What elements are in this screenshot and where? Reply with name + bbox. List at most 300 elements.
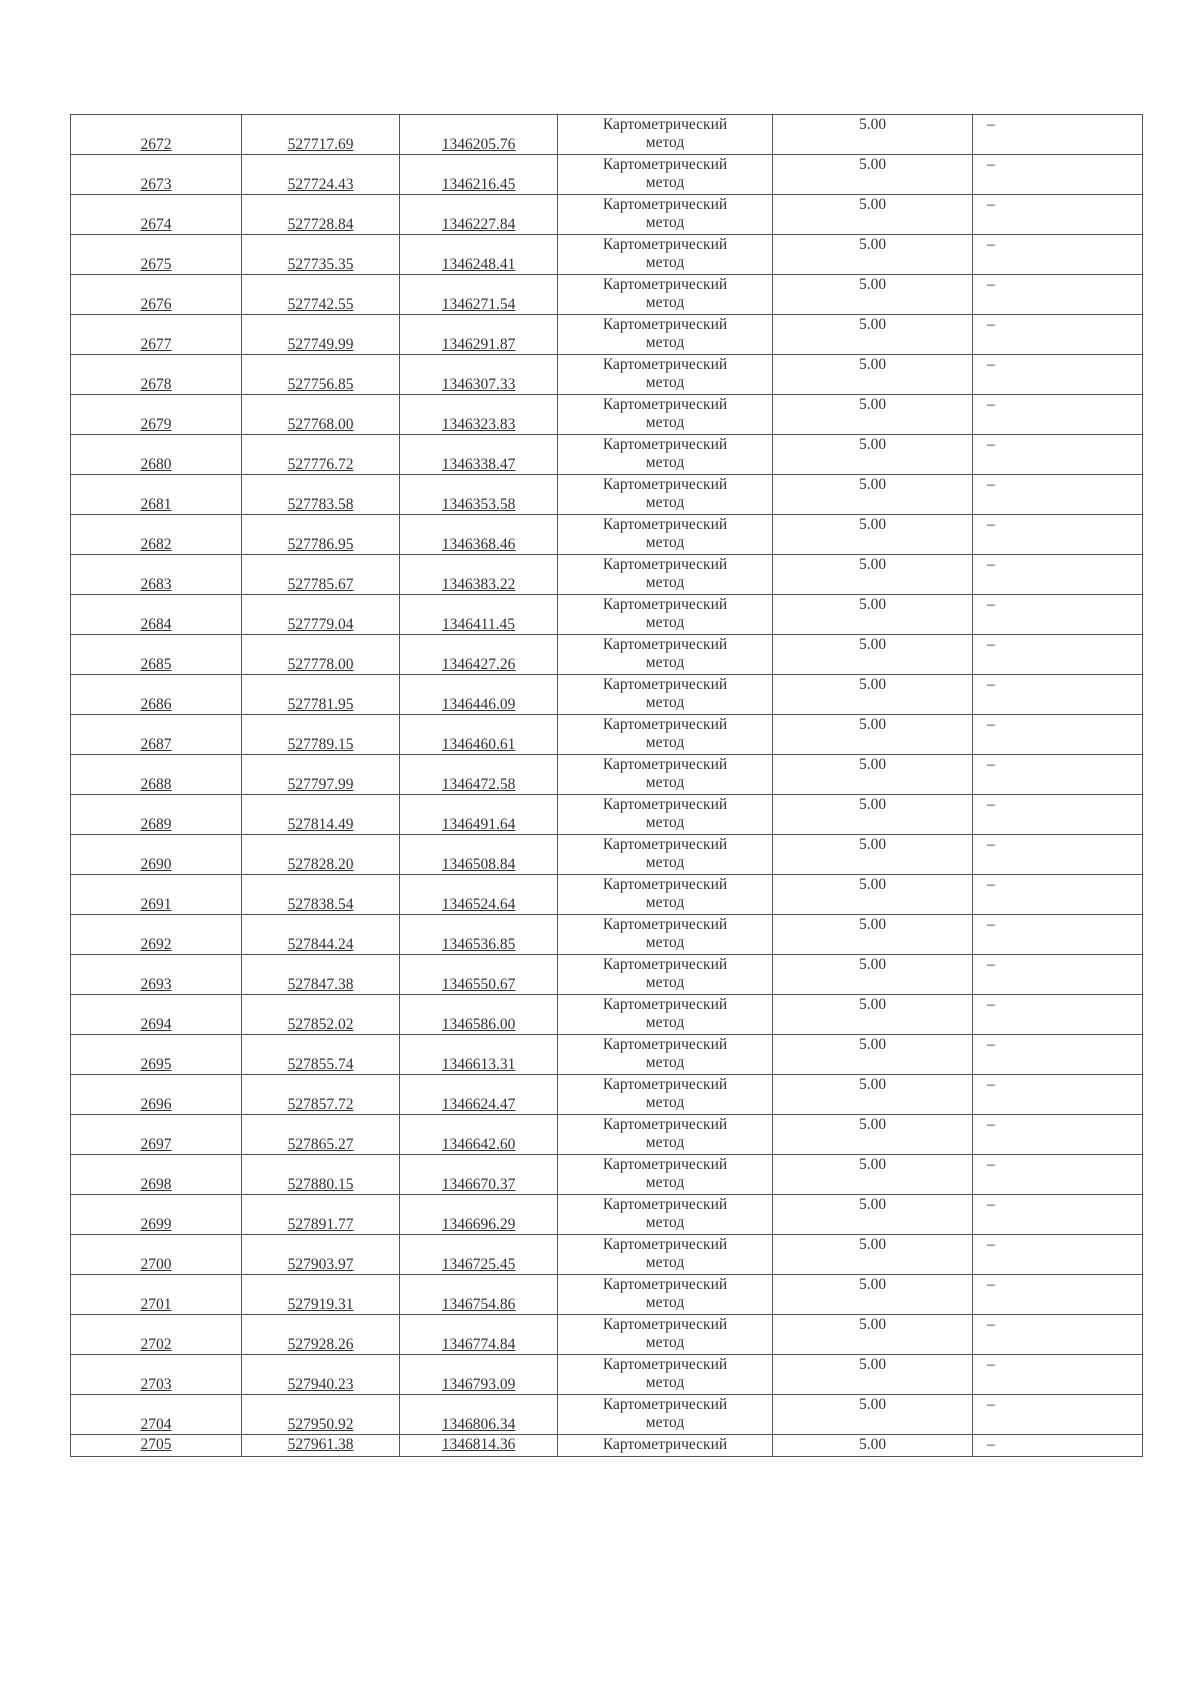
note-dash: – (987, 1276, 995, 1293)
accuracy-value: 5.00 (858, 676, 887, 693)
y-coordinate: 1346491.64 (441, 816, 516, 833)
table-row (71, 315, 1143, 355)
table-row (71, 1115, 1143, 1155)
method-line-1: Картометрический (602, 756, 728, 773)
method-text (558, 155, 772, 192)
note-dash: – (987, 876, 995, 893)
table-row (71, 755, 1143, 795)
accuracy-value: 5.00 (858, 1076, 887, 1093)
x-cell (242, 515, 400, 555)
accuracy-cell (773, 1035, 973, 1075)
accuracy-value: 5.00 (858, 876, 887, 893)
table-row (71, 1155, 1143, 1195)
note-dash: – (987, 1396, 995, 1413)
x-coordinate: 527855.74 (287, 1056, 354, 1073)
note-cell (973, 915, 1143, 955)
point-cell (71, 1435, 242, 1457)
method-text (558, 595, 772, 632)
y-coordinate: 1346508.84 (441, 856, 516, 873)
method-line-2: метод (645, 814, 685, 831)
method-line-2: метод (645, 454, 685, 471)
y-coordinate: 1346353.58 (441, 496, 516, 513)
point-cell (71, 1075, 242, 1115)
y-coordinate: 1346427.26 (441, 656, 516, 673)
accuracy-cell (773, 1075, 973, 1115)
accuracy-value: 5.00 (858, 476, 887, 493)
method-cell (558, 315, 773, 355)
y-coordinate: 1346291.87 (441, 336, 516, 353)
note-cell (973, 675, 1143, 715)
method-text (558, 835, 772, 872)
x-cell (242, 635, 400, 675)
y-cell (400, 515, 558, 555)
method-text (558, 1075, 772, 1112)
table-row (71, 995, 1143, 1035)
method-line-1: Картометрический (602, 116, 728, 133)
x-cell (242, 435, 400, 475)
note-cell (973, 1035, 1143, 1075)
method-line-1: Картометрический (602, 596, 728, 613)
x-cell (242, 195, 400, 235)
accuracy-value: 5.00 (858, 796, 887, 813)
note-cell (973, 1435, 1143, 1457)
method-line-1: Картометрический (602, 196, 728, 213)
x-coordinate: 527928.26 (287, 1336, 354, 1353)
point-cell (71, 315, 242, 355)
y-coordinate: 1346338.47 (441, 456, 516, 473)
y-coordinate: 1346307.33 (441, 376, 516, 393)
note-cell (973, 755, 1143, 795)
method-line-2: метод (645, 1254, 685, 1271)
x-coordinate: 527828.20 (287, 856, 354, 873)
y-cell (400, 995, 558, 1035)
note-cell (973, 195, 1143, 235)
method-line-2: метод (645, 334, 685, 351)
x-coordinate: 527786.95 (287, 536, 354, 553)
accuracy-value: 5.00 (858, 356, 887, 373)
note-cell (973, 475, 1143, 515)
accuracy-cell (773, 1395, 973, 1435)
accuracy-cell (773, 755, 973, 795)
accuracy-cell (773, 915, 973, 955)
y-cell (400, 555, 558, 595)
method-line-1: Картометрический (602, 436, 728, 453)
method-text (558, 1395, 772, 1432)
x-cell (242, 875, 400, 915)
method-line-1: Картометрический (602, 1396, 728, 1413)
note-dash: – (987, 156, 995, 173)
accuracy-cell (773, 515, 973, 555)
table-row (71, 795, 1143, 835)
method-cell (558, 1435, 773, 1457)
method-cell (558, 355, 773, 395)
table-row (71, 1435, 1143, 1457)
accuracy-cell (773, 395, 973, 435)
method-line-2: метод (645, 654, 685, 671)
point-number: 2683 (140, 576, 172, 593)
point-number: 2684 (140, 616, 172, 633)
note-cell (973, 835, 1143, 875)
note-dash: – (987, 316, 995, 333)
point-cell (71, 1395, 242, 1435)
x-coordinate: 527847.38 (287, 976, 354, 993)
y-coordinate: 1346205.76 (441, 136, 516, 153)
note-cell (973, 275, 1143, 315)
y-cell (400, 275, 558, 315)
note-dash: – (987, 1156, 995, 1173)
method-line-2: метод (645, 494, 685, 511)
method-line-1: Картометрический (602, 1076, 728, 1093)
method-line-2: метод (645, 254, 685, 271)
point-cell (71, 435, 242, 475)
point-cell (71, 755, 242, 795)
y-cell (400, 1155, 558, 1195)
x-coordinate: 527814.49 (287, 816, 354, 833)
point-cell (71, 235, 242, 275)
method-line-1: Картометрический (602, 1036, 728, 1053)
method-line-1: Картометрический (602, 956, 728, 973)
x-cell (242, 315, 400, 355)
accuracy-value: 5.00 (858, 836, 887, 853)
note-dash: – (987, 1116, 995, 1133)
y-cell (400, 795, 558, 835)
method-text (558, 235, 772, 272)
method-text (558, 1155, 772, 1192)
x-coordinate: 527778.00 (287, 656, 354, 673)
method-cell (558, 675, 773, 715)
method-cell (558, 235, 773, 275)
method-line-2: метод (645, 1094, 685, 1111)
method-text (558, 915, 772, 952)
method-text (558, 715, 772, 752)
note-dash: – (987, 756, 995, 773)
method-line-2: метод (645, 1174, 685, 1191)
y-coordinate: 1346806.34 (441, 1416, 516, 1433)
method-line-2: метод (645, 694, 685, 711)
accuracy-value: 5.00 (858, 1276, 887, 1293)
method-cell (558, 1315, 773, 1355)
y-coordinate: 1346696.29 (441, 1216, 516, 1233)
y-cell (400, 315, 558, 355)
point-cell (71, 515, 242, 555)
y-coordinate: 1346524.64 (441, 896, 516, 913)
y-cell (400, 875, 558, 915)
method-text (558, 875, 772, 912)
method-text (558, 435, 772, 472)
table-row (71, 915, 1143, 955)
point-number: 2693 (140, 976, 172, 993)
point-cell (71, 795, 242, 835)
accuracy-cell (773, 195, 973, 235)
point-cell (71, 475, 242, 515)
point-number: 2672 (140, 136, 172, 153)
x-cell (242, 1035, 400, 1075)
accuracy-value: 5.00 (858, 276, 887, 293)
point-number: 2691 (140, 896, 172, 913)
accuracy-cell (773, 115, 973, 155)
table-row (71, 1355, 1143, 1395)
x-coordinate: 527852.02 (287, 1016, 354, 1033)
y-coordinate: 1346754.86 (441, 1296, 516, 1313)
y-coordinate: 1346613.31 (441, 1056, 516, 1073)
point-cell (71, 1275, 242, 1315)
point-cell (71, 1235, 242, 1275)
accuracy-cell (773, 835, 973, 875)
method-line-1: Картометрический (602, 236, 728, 253)
method-line-1: Картометрический (602, 1236, 728, 1253)
point-cell (71, 1115, 242, 1155)
method-text (558, 675, 772, 712)
note-cell (973, 955, 1143, 995)
note-cell (973, 395, 1143, 435)
accuracy-value: 5.00 (858, 996, 887, 1013)
method-line-2: метод (645, 1054, 685, 1071)
table-row (71, 1035, 1143, 1075)
y-cell (400, 915, 558, 955)
point-number: 2686 (140, 696, 172, 713)
accuracy-value: 5.00 (858, 1196, 887, 1213)
method-line-2: метод (645, 1014, 685, 1031)
table-row (71, 635, 1143, 675)
x-coordinate: 527783.58 (287, 496, 354, 513)
note-cell (973, 1235, 1143, 1275)
x-coordinate: 527728.84 (287, 216, 354, 233)
method-text (558, 1315, 772, 1352)
x-cell (242, 275, 400, 315)
method-line-1: Картометрический (602, 916, 728, 933)
point-number: 2698 (140, 1176, 172, 1193)
y-cell (400, 1235, 558, 1275)
note-dash: – (987, 1196, 995, 1213)
table-row (71, 1395, 1143, 1435)
y-cell (400, 1395, 558, 1435)
table-row (71, 1075, 1143, 1115)
method-line-1: Картометрический (602, 1156, 728, 1173)
x-coordinate: 527779.04 (287, 616, 354, 633)
method-text (558, 955, 772, 992)
point-number: 2702 (140, 1336, 172, 1353)
method-line-2: метод (645, 1414, 685, 1431)
x-cell (242, 1235, 400, 1275)
method-text (558, 355, 772, 392)
point-number: 2680 (140, 456, 172, 473)
point-number: 2703 (140, 1376, 172, 1393)
point-number: 2689 (140, 816, 172, 833)
point-number: 2701 (140, 1296, 172, 1313)
method-line-2: метод (645, 734, 685, 751)
point-number: 2679 (140, 416, 172, 433)
note-cell (973, 555, 1143, 595)
x-cell (242, 1075, 400, 1115)
x-cell (242, 475, 400, 515)
x-coordinate: 527961.38 (287, 1436, 354, 1453)
note-dash: – (987, 796, 995, 813)
method-text (558, 995, 772, 1032)
y-cell (400, 1315, 558, 1355)
y-coordinate: 1346248.41 (441, 256, 516, 273)
x-coordinate: 527797.99 (287, 776, 354, 793)
point-cell (71, 635, 242, 675)
x-cell (242, 1195, 400, 1235)
note-dash: – (987, 1236, 995, 1253)
accuracy-value: 5.00 (858, 196, 887, 213)
method-cell (558, 555, 773, 595)
note-dash: – (987, 1356, 995, 1373)
accuracy-value: 5.00 (858, 516, 887, 533)
method-text (558, 115, 772, 152)
point-number: 2673 (140, 176, 172, 193)
y-cell (400, 235, 558, 275)
method-text (558, 635, 772, 672)
point-number: 2676 (140, 296, 172, 313)
y-cell (400, 1355, 558, 1395)
x-cell (242, 395, 400, 435)
accuracy-value: 5.00 (858, 1236, 887, 1253)
note-cell (973, 795, 1143, 835)
method-line-1: Картометрический (602, 636, 728, 653)
accuracy-value: 5.00 (858, 956, 887, 973)
point-number: 2705 (140, 1436, 172, 1453)
note-dash: – (987, 1316, 995, 1333)
method-line-1: Картометрический (602, 1276, 728, 1293)
method-cell (558, 1195, 773, 1235)
coordinates-table (70, 114, 1143, 1457)
note-cell (973, 235, 1143, 275)
method-cell (558, 515, 773, 555)
accuracy-value: 5.00 (858, 716, 887, 733)
point-number: 2704 (140, 1416, 172, 1433)
method-line-2: метод (645, 1374, 685, 1391)
table-row (71, 395, 1143, 435)
table-row (71, 595, 1143, 635)
note-cell (973, 1195, 1143, 1235)
method-line-1: Картометрический (602, 676, 728, 693)
point-cell (71, 395, 242, 435)
method-line-1: Картометрический (602, 156, 728, 173)
y-coordinate: 1346536.85 (441, 936, 516, 953)
method-line-2: метод (645, 174, 685, 191)
point-cell (71, 1355, 242, 1395)
method-line-1: Картометрический (602, 356, 728, 373)
note-dash: – (987, 676, 995, 693)
y-cell (400, 355, 558, 395)
note-cell (973, 355, 1143, 395)
method-line-1: Картометрический (602, 716, 728, 733)
x-coordinate: 527785.67 (287, 576, 354, 593)
point-number: 2697 (140, 1136, 172, 1153)
table-row (71, 155, 1143, 195)
note-cell (973, 595, 1143, 635)
accuracy-value: 5.00 (858, 316, 887, 333)
accuracy-value: 5.00 (858, 1396, 887, 1413)
point-number: 2677 (140, 336, 172, 353)
accuracy-cell (773, 355, 973, 395)
table-row (71, 835, 1143, 875)
table-row (71, 875, 1143, 915)
accuracy-cell (773, 1235, 973, 1275)
method-line-1: Картометрический (602, 556, 728, 573)
method-cell (558, 635, 773, 675)
y-cell (400, 1115, 558, 1155)
y-cell (400, 1435, 558, 1457)
x-coordinate: 527789.15 (287, 736, 354, 753)
accuracy-cell (773, 1355, 973, 1395)
accuracy-cell (773, 635, 973, 675)
note-dash: – (987, 436, 995, 453)
x-coordinate: 527781.95 (287, 696, 354, 713)
method-line-1: Картометрический (602, 516, 728, 533)
method-line-1: Картометрический (602, 996, 728, 1013)
note-dash: – (987, 476, 995, 493)
method-line-2: метод (645, 134, 685, 151)
method-cell (558, 595, 773, 635)
method-line-1: Картометрический (602, 876, 728, 893)
method-line-2: метод (645, 414, 685, 431)
note-cell (973, 1115, 1143, 1155)
x-cell (242, 1395, 400, 1435)
y-coordinate: 1346793.09 (441, 1376, 516, 1393)
table-row (71, 435, 1143, 475)
accuracy-value: 5.00 (858, 396, 887, 413)
method-line-2: метод (645, 294, 685, 311)
method-cell (558, 155, 773, 195)
accuracy-cell (773, 475, 973, 515)
y-coordinate: 1346411.45 (441, 616, 516, 633)
y-coordinate: 1346460.61 (441, 736, 516, 753)
method-cell (558, 1275, 773, 1315)
y-coordinate: 1346550.67 (441, 976, 516, 993)
x-coordinate: 527857.72 (287, 1096, 354, 1113)
y-coordinate: 1346323.83 (441, 416, 516, 433)
y-coordinate: 1346586.00 (441, 1016, 516, 1033)
y-cell (400, 595, 558, 635)
x-cell (242, 995, 400, 1035)
method-cell (558, 115, 773, 155)
point-cell (71, 835, 242, 875)
point-cell (71, 595, 242, 635)
accuracy-value: 5.00 (858, 1356, 887, 1373)
y-cell (400, 395, 558, 435)
note-dash: – (987, 636, 995, 653)
y-coordinate: 1346642.60 (441, 1136, 516, 1153)
accuracy-value: 5.00 (858, 1116, 887, 1133)
point-number: 2694 (140, 1016, 172, 1033)
note-dash: – (987, 716, 995, 733)
note-cell (973, 1315, 1143, 1355)
table-row (71, 955, 1143, 995)
y-cell (400, 475, 558, 515)
x-coordinate: 527717.69 (287, 136, 354, 153)
note-dash: – (987, 276, 995, 293)
method-cell (558, 755, 773, 795)
method-line-2: метод (645, 1134, 685, 1151)
note-dash: – (987, 356, 995, 373)
point-cell (71, 715, 242, 755)
x-cell (242, 795, 400, 835)
method-cell (558, 915, 773, 955)
accuracy-cell (773, 235, 973, 275)
accuracy-cell (773, 595, 973, 635)
point-cell (71, 1155, 242, 1195)
x-cell (242, 755, 400, 795)
table-row (71, 355, 1143, 395)
method-cell (558, 1395, 773, 1435)
method-cell (558, 1075, 773, 1115)
y-coordinate: 1346624.47 (441, 1096, 516, 1113)
x-cell (242, 675, 400, 715)
table-row (71, 1195, 1143, 1235)
point-cell (71, 675, 242, 715)
